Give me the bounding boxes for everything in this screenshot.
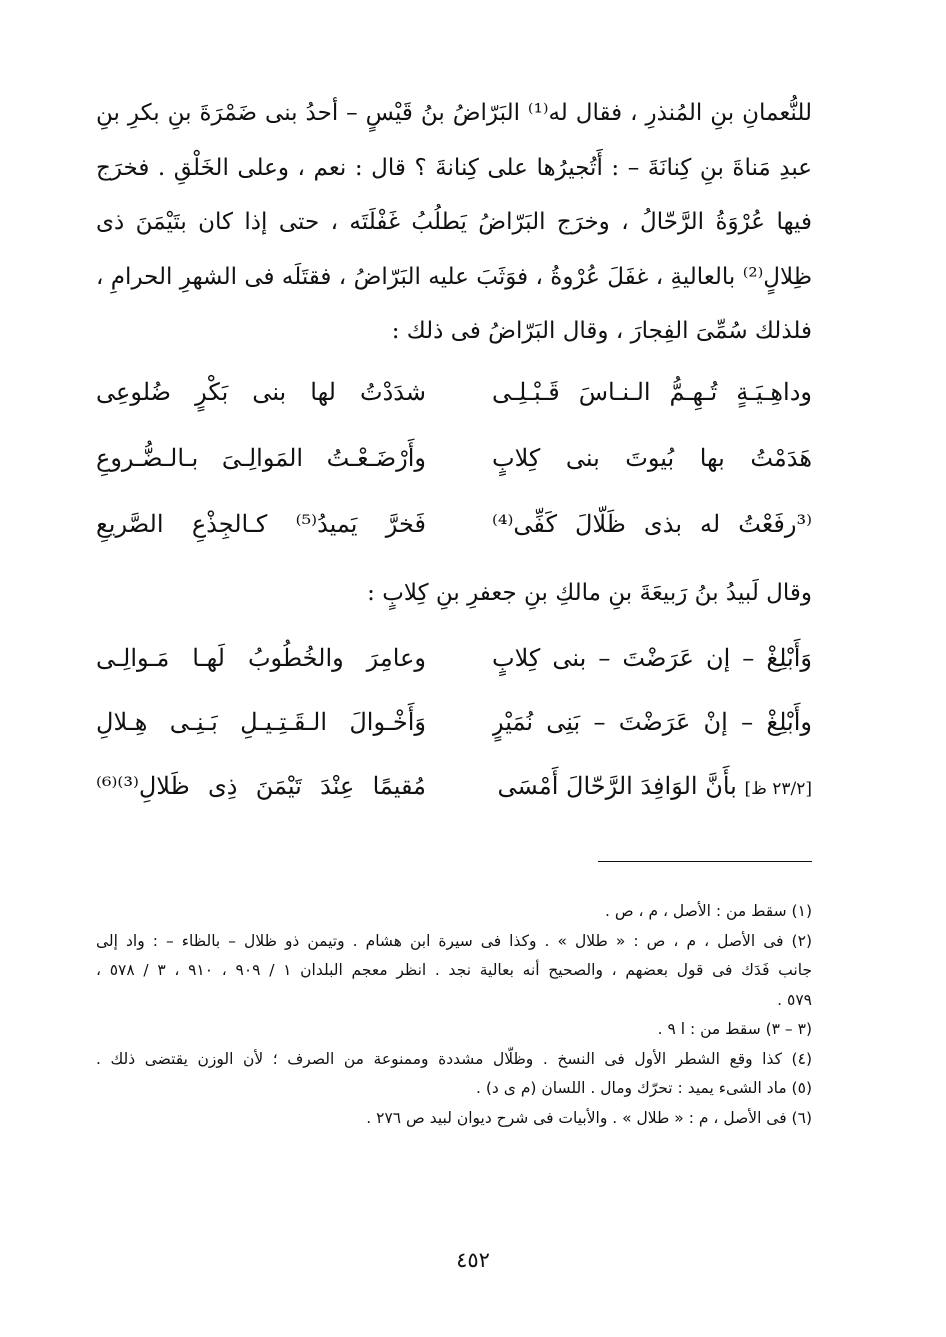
prose-line: ظِلالٍ⁽²⁾ بالعاليةِ ، غفَلَ عُرْوةُ ، فوَثَبَ عليه البَرّاضُ ، فقتَلَه فى الشهرِ الحرامِ ، [96,263,812,290]
prose-line: فيها عُرْوَةُ الرَّحّالُ ، وخرَج البَرّاضُ يَطلُبُ غَفْلَتَه ، حتى إذا كان بتَيْمَنَ ذى [96,209,812,235]
verse-second-hemistich: وعامِرَ والخُطُوبُ لَهـا مَـوالِـى [96,644,426,672]
verse-second-hemistich: وأَرْضَـعْـتُ المَوالِـىَ بـالـضُّـروعِ [96,444,426,472]
verse-first-hemistich: وَأَبْلِغْ – إن عَرَضْتَ – بنى كِلابٍ [492,644,812,672]
verse-line [96,692,812,752]
verse-second-hemistich: مُقيمًا عِنْدَ تَيْمَنَ ذِى ظَلالِ⁽³⁾⁽⁶⁾ [96,772,426,800]
prose-line: للنُّعمانِ بنِ المُنذرِ ، فقال له⁽¹⁾ البَرّاضُ بنُ قَيْسٍ – أحدُ بنى ضَمْرَةَ بنِ بكرِ بنِ [96,100,812,126]
verse-first-hemistich: وأَبْلِغْ – إنْ عَرَضْتَ – بَنِى نُمَيْرٍ [492,708,812,736]
prose-line: عبدِ مَناةَ بنِ كِنانَةَ – : أَتُجيرُها على كِنانةَ ؟ قال : نعم ، وعلى الخَلْقِ . فخرَج [96,154,812,181]
poem-introduction: وقال لَبيدُ بنُ رَبيعَةَ بنِ مالكِ بنِ جعفرِ بنِ كِلابٍ : [367,580,812,606]
footnote: ٥٧٩ . [777,990,812,1009]
page-number: ٤٥٢ [456,1248,490,1272]
footnote: (٦) فى الأصل ، م : « طلال » . والأبيات فى شرح ديوان لبيد ص ٢٧٦ . [366,1108,812,1127]
verse-first-hemistich-text: بأَنَّ الوَافِدَ الرَّحّالَ أَمْسَى [497,772,737,800]
verse-first-hemistich: ⁽³رفَعْتُ له بذى ظَلّالَ كَفِّى⁽⁴⁾ [492,510,812,538]
footnote: (٥) ماد الشىء يميد : تحرّك ومال . اللسان (م ى د) . [476,1079,812,1097]
footnote: (٤) كذا وقع الشطر الأول فى النسخ . وظلّال مشددة وممنوعة من الصرف ؛ لأن الوزن يقتضى ذلك . [96,1049,812,1068]
footnotes [96,897,812,1133]
prose-line: فلذلك سُمِّىَ الفِجارَ ، وقال البَرّاضُ فى ذلك : [391,318,812,344]
verse-first-hemistich: هَدَمْتُ بها بُيوتَ بنى كِلابٍ [492,444,812,472]
verse-first-hemistich [492,756,812,816]
verse-second-hemistich: وَأَخْـوالَ الـقَـتِـيـلِ بَـنِـى هِـلالِ [96,708,426,736]
verse-line [96,628,812,688]
footnote: (٣ – ٣) سقط من : ا ٩ . [657,1020,812,1038]
footnote: (٢) فى الأصل ، م ، ص : « طلال » . وكذا فى سيرة ابن هشام . وتيمن ذو ظلال – بالظاء – : واد إلى [96,931,812,950]
verse-line [96,362,812,422]
verse-line [96,756,812,816]
prose-paragraph [96,86,812,359]
folio-marker: [٢٣/٢ ظ] [744,779,812,799]
footnote: جانب فَدَك فى قول بعضهم ، والصحيح أنه بعالية نجد . انظر معجم البلدان ١ / ٩٠٩ ، ٩١٠ ، ٣ / ٥٧٨ ، [96,961,812,979]
verse-first-hemistich: وداهِـيَـةٍ تُـهِـمُّ الـنـاسَ قَـبْـلِـى [492,378,812,406]
footnote: (١) سقط من : الأصل ، م ، ص . [605,902,812,920]
verse-line [96,494,812,554]
verse-line [96,428,812,488]
footnote-separator [598,861,812,862]
verse-second-hemistich: شدَدْتُ لها بنى بَكْرٍ ضُلوعِى [96,378,426,406]
verse-second-hemistich: فَخرَّ يَميدُ⁽⁵⁾ كـالجِذْعِ الصَّريعِ [96,510,426,538]
